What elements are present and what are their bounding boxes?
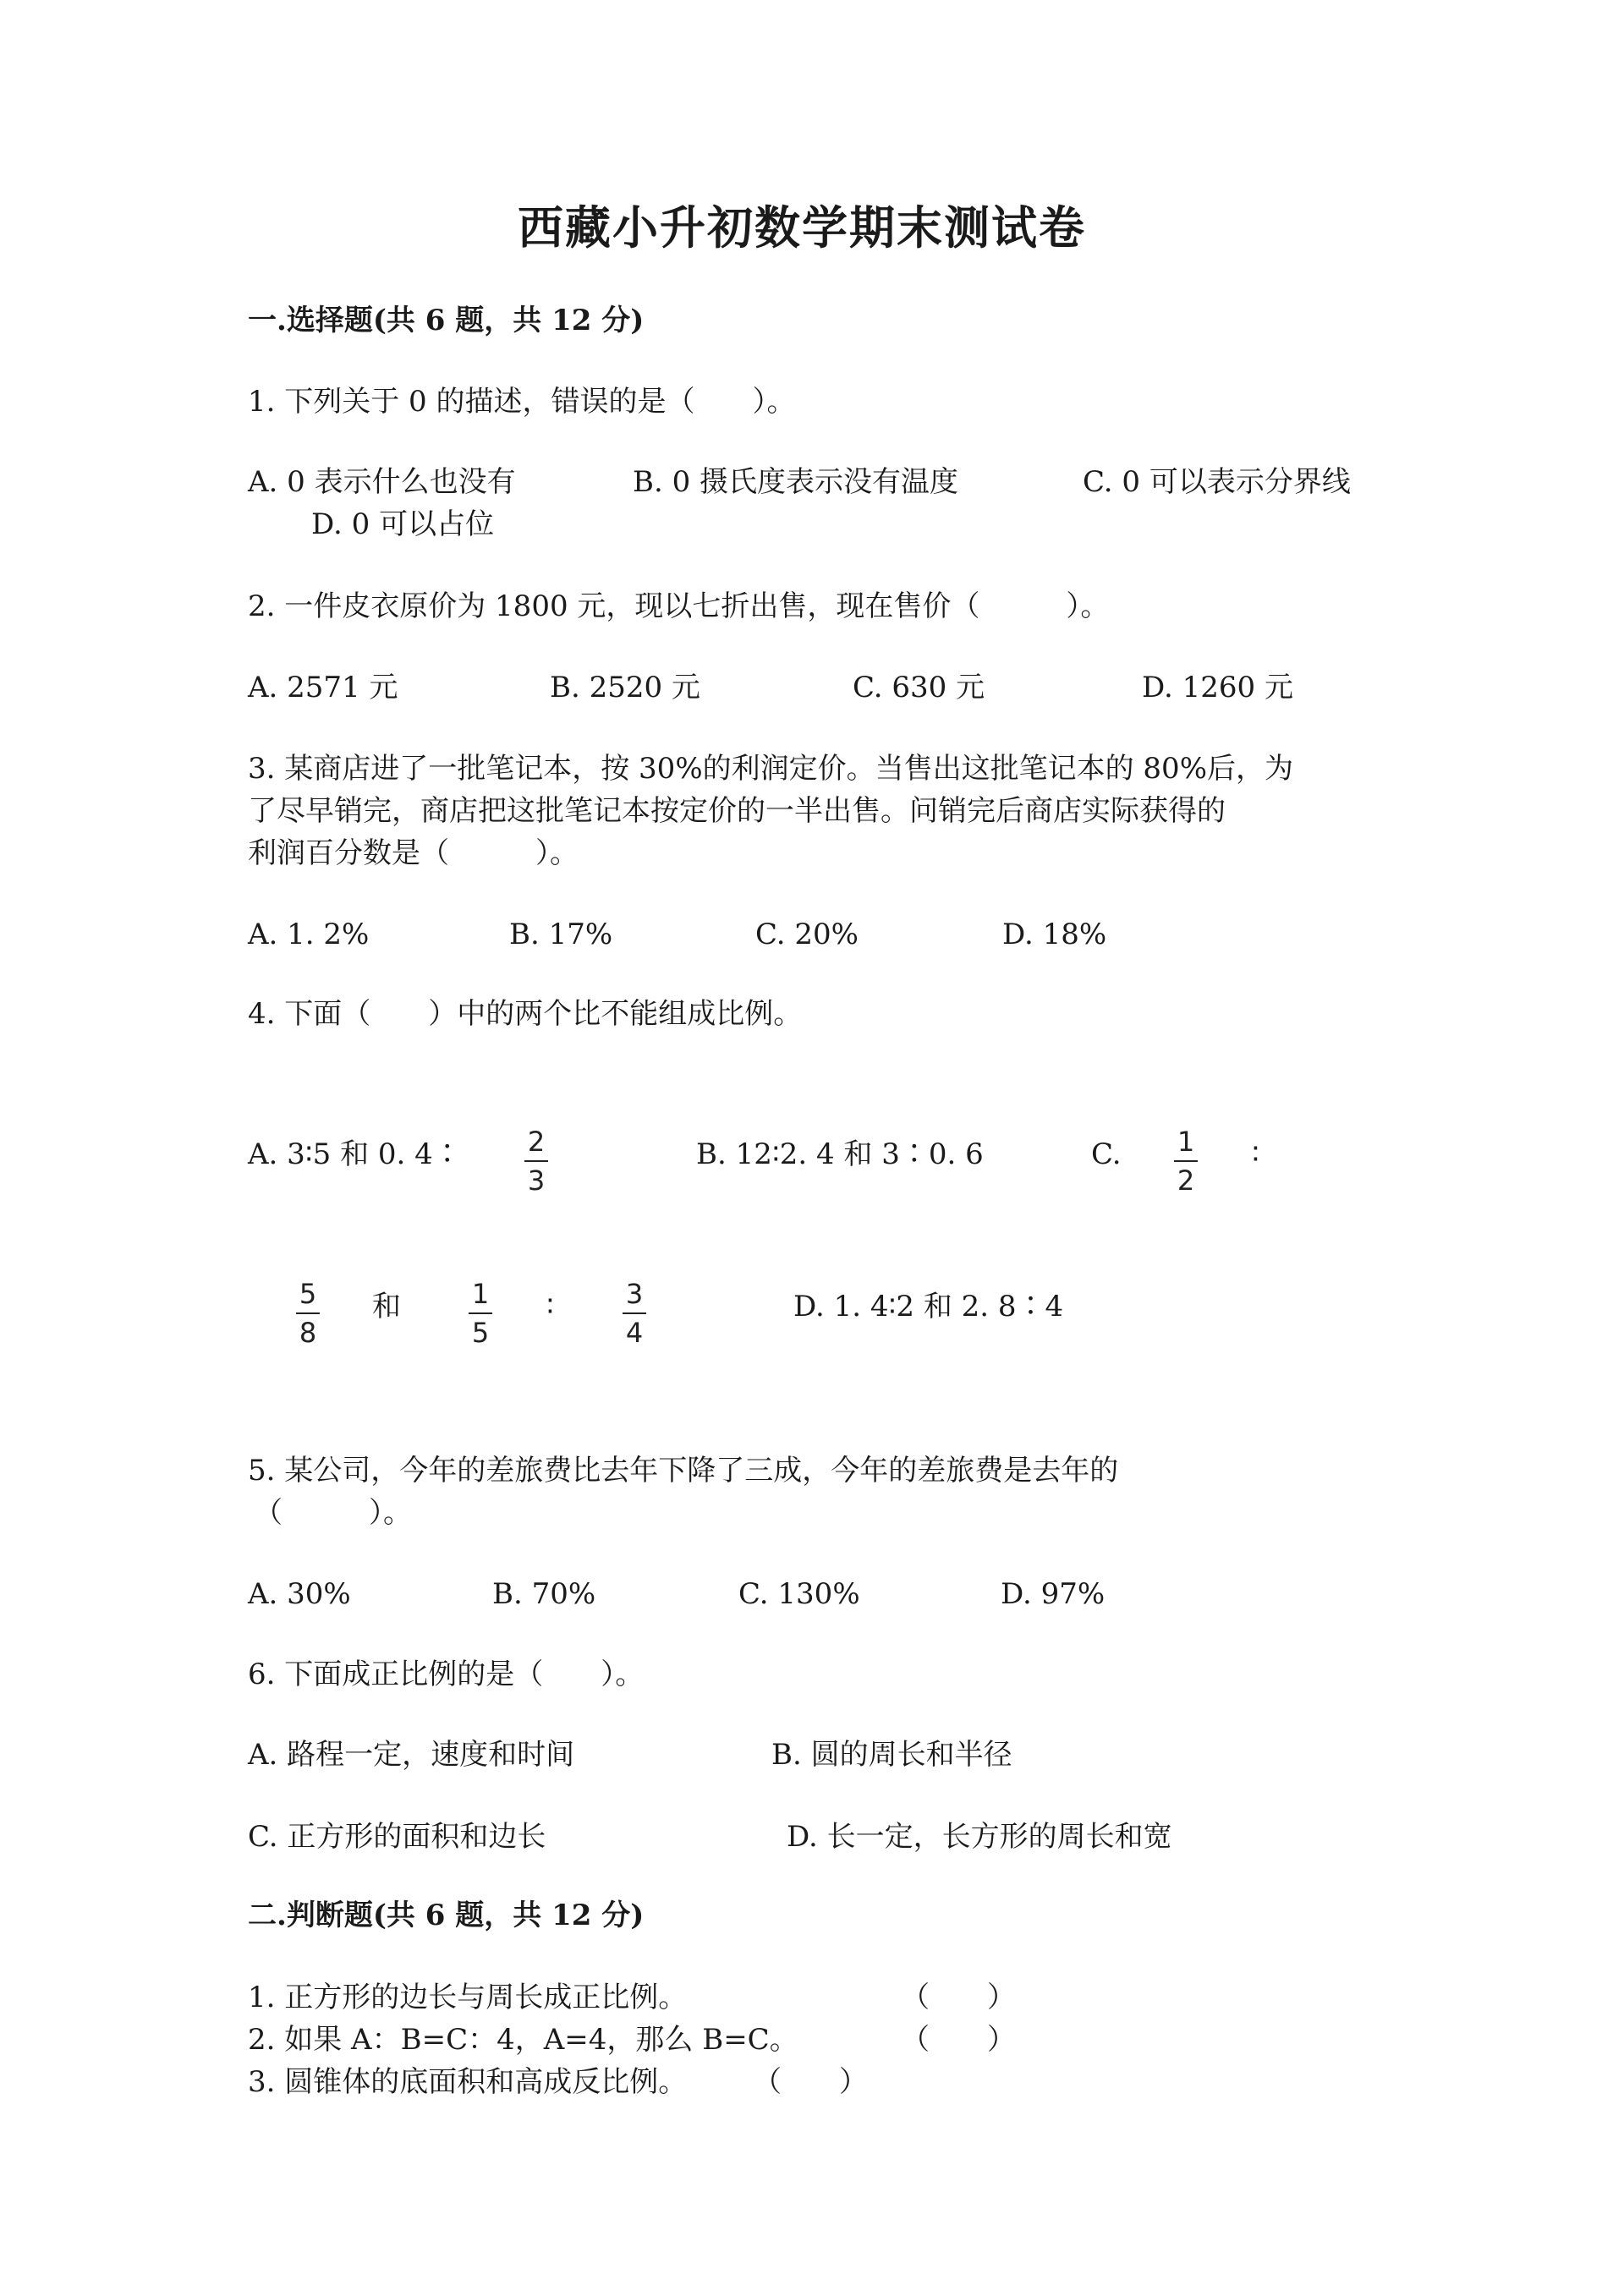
question-6-option-b: B. 圆的周长和半径 xyxy=(771,1738,1012,1772)
judgement-item-3-text: 3. 圆锥体的底面积和高成反比例。 xyxy=(248,2065,688,2099)
fraction-numerator: 2 xyxy=(527,1126,546,1158)
fraction-bar xyxy=(296,1312,320,1314)
fraction-denominator: 4 xyxy=(625,1317,644,1349)
page-title: 西藏小升初数学期末测试卷 xyxy=(518,200,1086,255)
question-2-option-a: A. 2571 元 xyxy=(248,671,398,704)
question-5-stem-line-2: （ ）。 xyxy=(254,1496,412,1530)
fraction-bar xyxy=(1174,1160,1198,1162)
fraction-denominator: 3 xyxy=(527,1164,546,1197)
question-2-option-c: C. 630 元 xyxy=(853,671,985,704)
question-3-option-c: C. 20% xyxy=(755,918,859,951)
question-4-option-d: D. 1. 4∶2 和 2. 8∶4 xyxy=(793,1290,1064,1323)
question-6-option-a: A. 路程一定，速度和时间 xyxy=(248,1738,575,1772)
question-1-option-d: D. 0 可以占位 xyxy=(311,507,495,541)
question-2-stem: 2. 一件皮衣原价为 1800 元，现以七折出售，现在售价（ ）。 xyxy=(248,589,1110,623)
fraction-bar xyxy=(524,1160,548,1162)
judgement-item-2-text: 2. 如果 A：B=C：4，A=4，那么 B=C。 xyxy=(248,2023,798,2057)
judgement-item-1-blank: （ ） xyxy=(901,1981,1016,2014)
question-4-option-c-text: C. xyxy=(1091,1137,1122,1171)
question-5-option-d: D. 97% xyxy=(1001,1577,1106,1611)
fraction-denominator: 2 xyxy=(1177,1164,1195,1197)
question-1-option-b: B. 0 摄氏度表示没有温度 xyxy=(633,465,959,499)
question-3-stem-line-3: 利润百分数是（ ）。 xyxy=(248,836,579,870)
fraction-denominator: 8 xyxy=(299,1317,317,1349)
ratio-colon: ∶ xyxy=(546,1290,554,1323)
question-2-option-b: B. 2520 元 xyxy=(550,671,700,704)
question-4-stem: 4. 下面（ ）中的两个比不能组成比例。 xyxy=(248,997,803,1031)
question-3-stem-line-1: 3. 某商店进了一批笔记本，按 30%的利润定价。当售出这批笔记本的 80%后，为 xyxy=(248,752,1294,786)
fraction-bar xyxy=(623,1312,646,1314)
fraction-numerator: 5 xyxy=(299,1278,317,1310)
question-6-option-d: D. 长一定，长方形的周长和宽 xyxy=(787,1820,1172,1854)
question-4-option-c-fraction-3 xyxy=(469,1278,492,1349)
question-3-option-a: A. 1. 2% xyxy=(248,918,370,951)
section-heading-judgement: 二.判断题(共 6 题，共 12 分) xyxy=(248,1899,645,1932)
question-4-option-c-fraction-4 xyxy=(623,1278,646,1349)
fraction-numerator: 1 xyxy=(471,1278,490,1310)
question-3-stem-line-2: 了尽早销完，商店把这批笔记本按定价的一半出售。问销完后商店实际获得的 xyxy=(248,794,1226,828)
question-3-option-d: D. 18% xyxy=(1002,918,1107,951)
question-5-option-a: A. 30% xyxy=(248,1577,351,1611)
fraction-numerator: 3 xyxy=(625,1278,644,1310)
fraction-numerator: 1 xyxy=(1177,1126,1195,1158)
fraction-bar xyxy=(469,1312,492,1314)
judgement-item-3-blank: （ ） xyxy=(753,2065,868,2099)
question-4-option-c-fraction-2 xyxy=(296,1278,320,1349)
question-6-option-c: C. 正方形的面积和边长 xyxy=(248,1820,546,1854)
question-1-stem: 1. 下列关于 0 的描述，错误的是（ ）。 xyxy=(248,385,796,419)
fraction-denominator: 5 xyxy=(471,1317,490,1349)
question-5-option-c: C. 130% xyxy=(738,1577,860,1611)
question-1-option-a: A. 0 表示什么也没有 xyxy=(248,465,516,499)
question-5-option-b: B. 70% xyxy=(492,1577,596,1611)
judgement-item-1-text: 1. 正方形的边长与周长成正比例。 xyxy=(248,1981,688,2014)
question-4-option-a-fraction xyxy=(524,1126,548,1197)
section-heading-choice: 一.选择题(共 6 题，共 12 分) xyxy=(248,304,645,337)
question-3-option-b: B. 17% xyxy=(509,918,613,951)
question-2-option-d: D. 1260 元 xyxy=(1142,671,1293,704)
question-4-option-a-text: A. 3∶5 和 0. 4∶ xyxy=(248,1137,462,1171)
question-4-option-c-fraction-1 xyxy=(1174,1126,1198,1197)
judgement-item-2-blank: （ ） xyxy=(901,2023,1016,2057)
question-4-option-b: B. 12∶2. 4 和 3∶0. 6 xyxy=(696,1137,984,1171)
question-1-option-c: C. 0 可以表示分界线 xyxy=(1083,465,1351,499)
ratio-colon: ∶ xyxy=(1252,1137,1259,1171)
question-6-stem: 6. 下面成正比例的是（ ）。 xyxy=(248,1658,645,1691)
question-5-stem-line-1: 5. 某公司，今年的差旅费比去年下降了三成，今年的差旅费是去年的 xyxy=(248,1454,1119,1488)
question-4-and-text: 和 xyxy=(372,1290,401,1323)
